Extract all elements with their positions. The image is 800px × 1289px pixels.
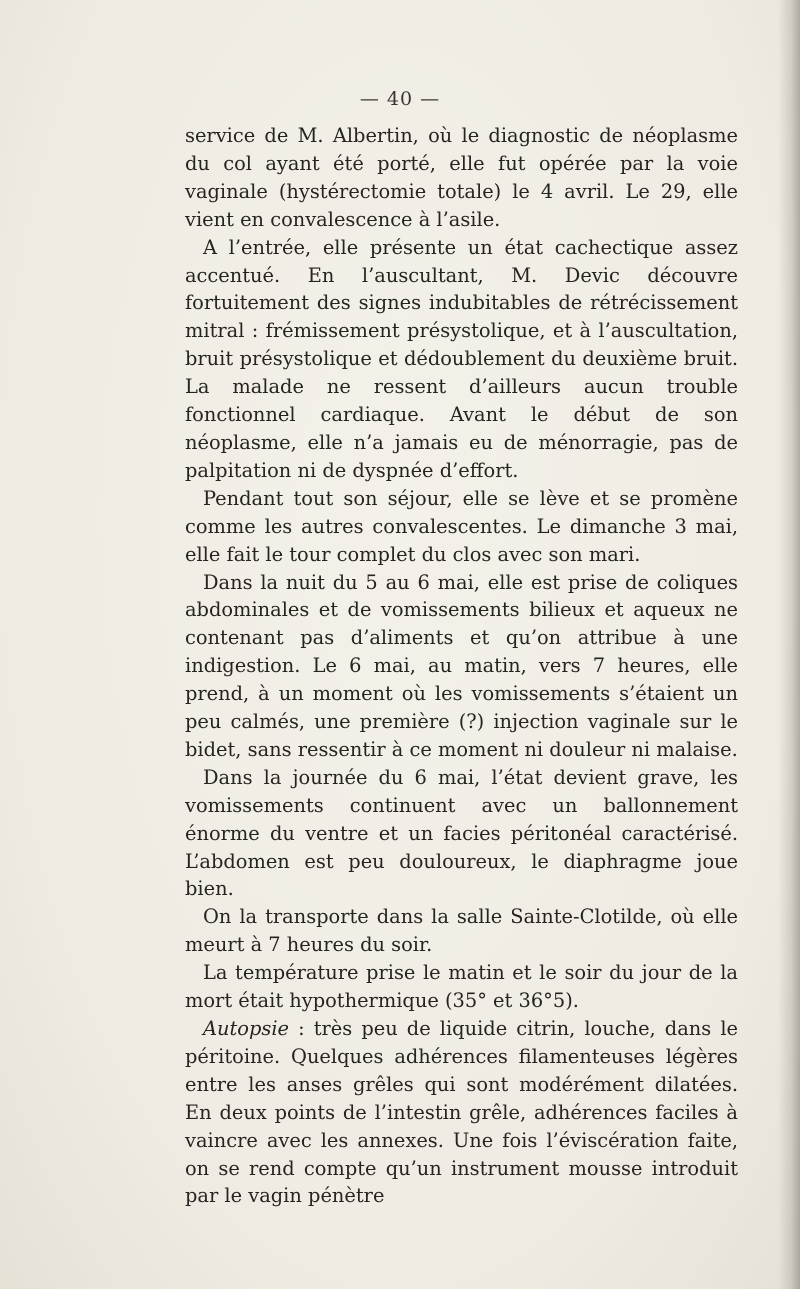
paragraph-transfer: On la transporte dans la salle Sainte-Clotilde, où elle meurt à 7 heures du soir.: [185, 905, 738, 957]
paragraph-continuation: service de M. Albertin, où le diagnostic de néoplasme du col ayant été porté, elle fut opérée par la voie vaginale (hystérectomie totale) le 4 avril. Le 29, elle vient en convalescence à l’asile.: [185, 124, 738, 231]
autopsy-label: Autopsie: [203, 1017, 289, 1040]
autopsy-text: : très peu de liquide citrin, louche, dans le péritoine. Quelques adhérences filamenteuses légères entre les anses grêles qui sont modérément dilatées. En deux points de l’intestin grêle, adhérences faciles à vaincre avec les annexes. Une fois l’éviscération faite, on se rend compte qu’un instrument mousse introduit par le vagin pénètre: [185, 1017, 738, 1208]
paragraph-admission: A l’entrée, elle présente un état cachectique assez accentué. En l’auscultant, M. Devic découvre fortuitement des signes indubitables de rétrécissement mitral : frémissement présystolique, et à l’auscultation, bruit présystolique et dédoublement du deuxième bruit. La malade ne ressent d’ailleurs aucun trouble fonctionnel cardiaque. Avant le début de son néoplasme, elle n’a jamais eu de ménorragie, pas de palpitation ni de dyspnée d’effort.: [185, 235, 738, 482]
paragraph-autopsy: [185, 1015, 738, 1210]
paragraph-stay: Pendant tout son séjour, elle se lève et se promène comme les autres convalescentes. Le dimanche 3 mai, elle fait le tour complet du clos avec son mari.: [185, 486, 738, 566]
body-text: [185, 122, 738, 1210]
page-number: — 40 —: [359, 88, 441, 110]
page-edge-shadow: [778, 0, 800, 1289]
paragraph-day-worsening: Dans la journée du 6 mai, l’état devient grave, les vomissements continuent avec un ballonnement énorme du ventre et un facies péritonéal caractérisé. L’abdomen est peu douloureux, le diaphragme joue bien.: [185, 765, 738, 901]
paragraph-temperature: La température prise le matin et le soir du jour de la mort était hypothermique (35° et 36°5).: [185, 961, 738, 1013]
paragraph-night-onset: Dans la nuit du 5 au 6 mai, elle est prise de coliques abdominales et de vomissements bilieux et aqueux ne contenant pas d’aliments et qu’on attribue à une indigestion. Le 6 mai, au matin, vers 7 heures, elle prend, à un moment où les vomissements s’étaient un peu calmés, une première (?) injection vaginale sur le bidet, sans ressentir à ce moment ni douleur ni malaise.: [185, 570, 738, 761]
